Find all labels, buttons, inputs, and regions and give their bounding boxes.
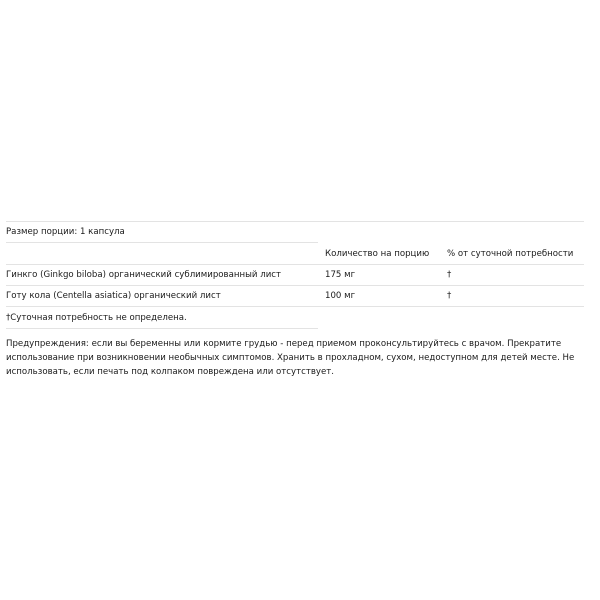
footnote-divider xyxy=(6,328,318,329)
row-divider xyxy=(6,306,584,307)
row-divider xyxy=(6,285,584,286)
ingredient-daily-value: † xyxy=(447,270,452,280)
ingredient-name: Готу кола (Centella asiatica) органический лист xyxy=(6,291,221,301)
header-divider xyxy=(6,264,584,265)
ingredient-amount: 100 мг xyxy=(325,291,356,301)
ingredient-amount: 175 мг xyxy=(325,270,356,280)
daily-value-footnote: †Суточная потребность не определена. xyxy=(6,313,187,323)
amount-header: Количество на порцию xyxy=(325,249,430,259)
top-divider xyxy=(6,221,584,222)
daily-value-header: % от суточной потребности xyxy=(447,249,574,259)
ingredient-daily-value: † xyxy=(447,291,452,301)
warning-text: Предупреждения: если вы беременны или кормите грудью - перед приемом проконсультируйтесь с врачом. Прекратите использование при возникновении необычных симптомов. Хранить в прохладном, сухом, недоступном для детей месте. Не использовать, если печать под колпаком повреждена или отсутствует. xyxy=(6,339,575,377)
ingredient-name: Гинкго (Ginkgo biloba) органический сублимированный лист xyxy=(6,270,282,280)
serving-divider xyxy=(6,242,318,243)
serving-size: Размер порции: 1 капсула xyxy=(6,227,125,237)
